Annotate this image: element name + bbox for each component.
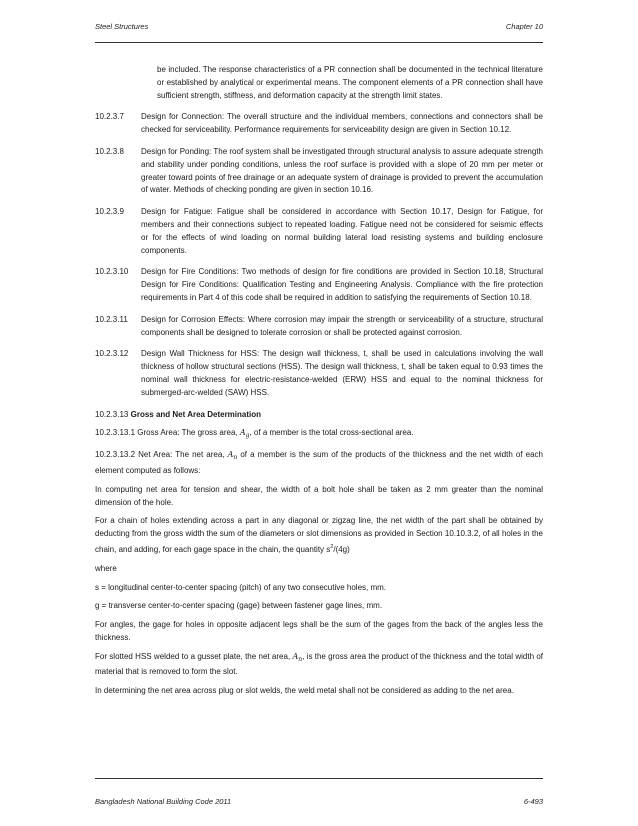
section-10-2-3-10 (95, 266, 543, 304)
section-10-2-3-11 (95, 314, 543, 340)
chain-of-holes-paragraph (95, 515, 543, 556)
section-text: Design Wall Thickness for HSS: The design wall thickness, t, shall be used in calculations involving the wall thickness of hollow structural sections (HSS). The design wall thickness, t, shall be taken equal to 0.93 times the nominal wall thickness for electric-resistance-welded (ERW) HSS and equal to the nominal thickness for submerged-arc-welded (SAW) HSS. (141, 349, 543, 397)
clause-number: 10.2.3.13.2 (95, 450, 136, 460)
chain-formula-end: /(4g) (333, 544, 350, 554)
net-area-text-start: Net Area: The net area, (138, 450, 225, 460)
section-number: 10.2.3.10 (95, 267, 129, 277)
definition-g: g = transverse center-to-center spacing (gage) between fastener gage lines, mm. (95, 601, 383, 611)
section-number: 10.2.3.8 (95, 146, 124, 156)
symbol-subscript: n (298, 655, 303, 663)
superscript: 2 (330, 543, 334, 550)
gross-area-text-start: Gross Area: The gross area, (137, 428, 238, 438)
definition-s: s = longitudinal center-to-center spacing (pitch) of any two consecutive holes, mm. (95, 582, 387, 592)
angles-paragraph: For angles, the gage for holes in opposite adjacent legs shall be the sum of the gages from the back of the angles less the thickness. (95, 620, 543, 642)
clause-number: 10.2.3.13.1 (95, 428, 136, 438)
section-number: 10.2.3.9 (95, 207, 124, 217)
section-title: Gross and Net Area Determination (130, 409, 262, 419)
running-header-chapter: Chapter 10 (505, 22, 543, 31)
footer-rule (95, 778, 543, 779)
section-number: 10.2.3.11 (95, 314, 128, 324)
section-10-2-3-8 (95, 146, 543, 197)
symbol-subscript: n (233, 454, 238, 462)
symbol-subscript: g (245, 432, 250, 440)
section-number: 10.2.3.7 (95, 112, 124, 122)
symbol-a: A (292, 651, 299, 661)
slotted-text-end: , is the gross area the product of the thickness and the total width of material that is removed to form the slot. (95, 651, 543, 677)
net-area-text-end: of a member is the sum of the products of the thickness and the net width of each element computed as follows: (95, 450, 543, 475)
header-rule (95, 42, 543, 43)
section-text: Design for Fatigue: Fatigue shall be considered in accordance with Section 10.17, Design for Fatigue, for members and their connections subject to repeated loading. Fatigue need not be considered for seismic effects or for the effects of wind loading on normal building lateral load resisting systems and building enclosure components. (141, 207, 543, 255)
gross-area-text-end: , of a member is the total cross-sectional area. (249, 428, 414, 438)
section-text: Design for Fire Conditions: Two methods of design for fire conditions are provided in Section 10.18, Structural Design for Fire Conditions: Qualification Testing and Engineering Analysis. Compliance with the fire protection requirements in Part 4 of this code shall be required in addition to satisfying the requirements of Section 10.18. (141, 267, 543, 302)
section-number: 10.2.3.13 (95, 409, 129, 419)
section-10-2-3-9 (95, 206, 543, 257)
section-10-2-3-7 (95, 111, 543, 137)
footer-publication: Bangladesh National Building Code 2011 (95, 797, 232, 806)
slotted-text-start: For slotted HSS welded to a gusset plate, the net area, (95, 651, 291, 661)
section-text: Design for Ponding: The roof system shall be investigated through structural analysis to assure adequate strength and stability under ponding conditions, unless the roof surface is provided with a slope of 20 mm per meter or greater toward points of free drainage or an adequate system of drainage is provided to prevent the accumulation of water. Methods of checking ponding are given in section 10.16. (141, 146, 543, 195)
continuation-paragraph: be included. The response characteristics of a PR connection shall be documented in the technical literature or established by analytical or experimental means. The component elements of a PR connection shall have sufficient strength, stiffness, and deformation capacity at the strength limit states. (157, 65, 543, 100)
section-10-2-3-12 (95, 348, 543, 399)
page-body (95, 64, 543, 704)
section-10-2-3-13-heading (95, 409, 543, 422)
symbol-a: A (239, 428, 246, 438)
net-area-paragraph (95, 449, 543, 478)
bolt-hole-paragraph: In computing net area for tension and shear, the width of a bolt hole shall be taken as 2 mm greater than the nominal dimension of the hole. (95, 484, 543, 507)
symbol-a: A (227, 450, 234, 460)
section-text: Design for Corrosion Effects: Where corrosion may impair the strength or serviceability of a structure, structural components shall be designed to tolerate corrosion or shall be protected against corrosion. (141, 314, 543, 337)
plug-slot-welds-paragraph: In determining the net area across plug or slot welds, the weld metal shall not be considered as adding to the net area. (95, 686, 514, 696)
section-text: Design for Connection: The overall structure and the individual members, connections and connectors shall be checked for serviceability. Performance requirements for serviceability design are given in Section 10.12. (141, 112, 543, 135)
page-number: 6-493 (523, 797, 543, 806)
slotted-hss-paragraph (95, 651, 543, 680)
section-number: 10.2.3.12 (95, 349, 129, 359)
where-label: where (95, 563, 117, 573)
gross-area-paragraph (95, 427, 543, 443)
chain-text: For a chain of holes extending across a part in any diagonal or zigzag line, the net width of the part shall be obtained by deducting from the gross width the sum of the diameters or slot dimensions as provided in Section 10.10.3.2, of all holes in the chain, and adding, for each gage space in the chain, the quantity s (95, 516, 543, 554)
running-header-title: Steel Structures (95, 22, 149, 31)
